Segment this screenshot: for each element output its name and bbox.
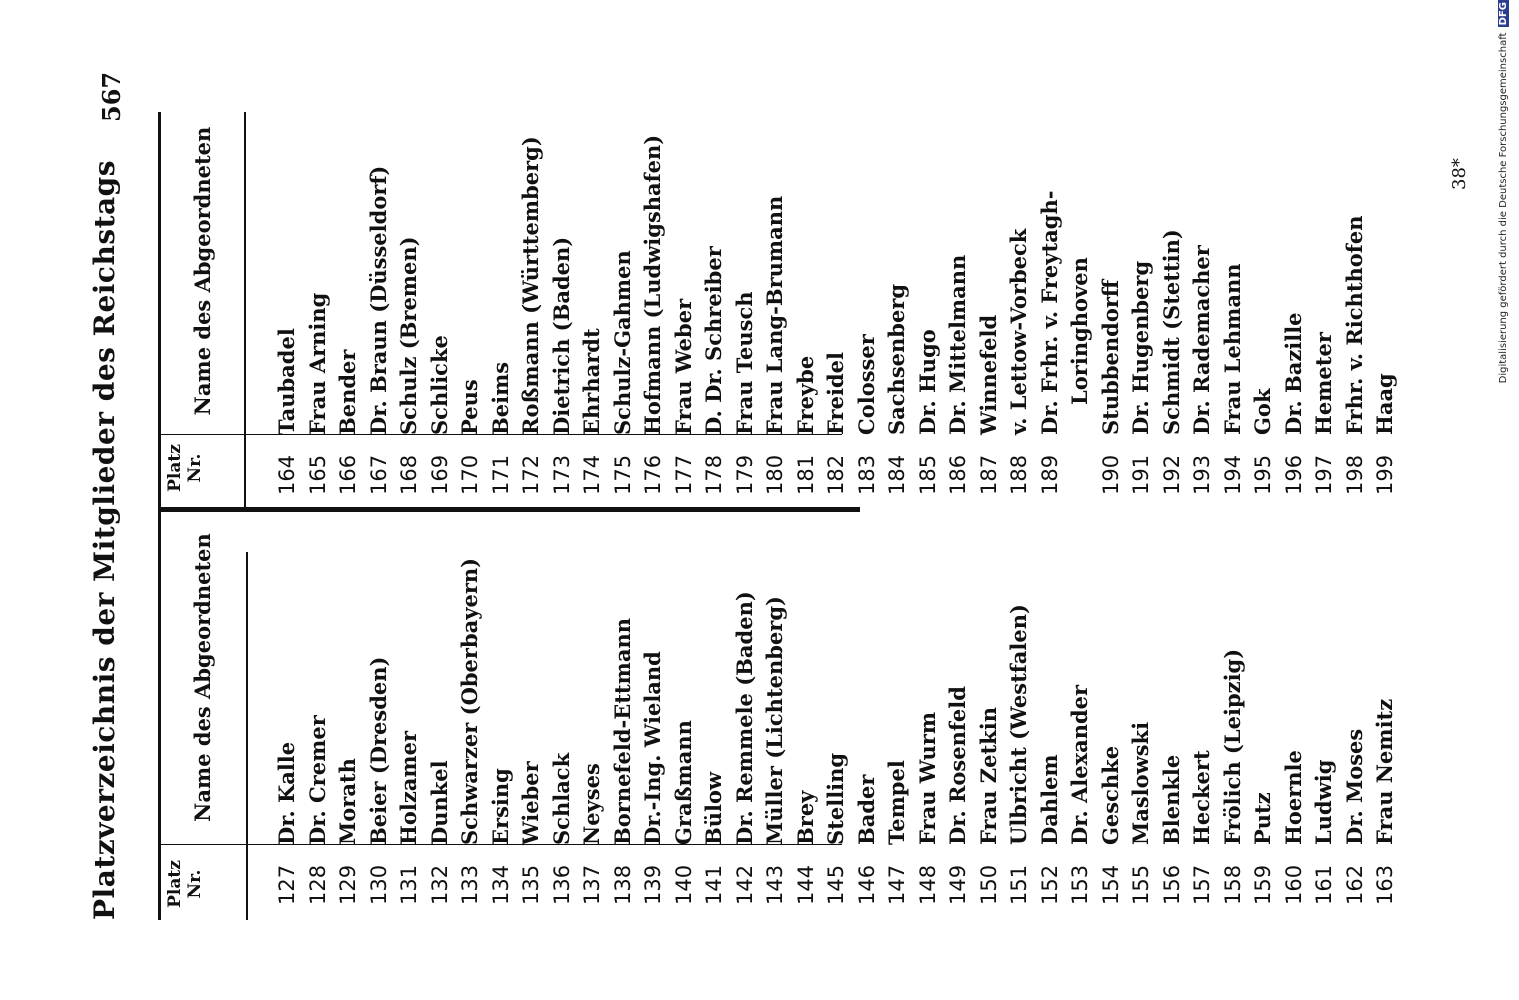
table-row	[699, 135, 730, 495]
table-row	[791, 558, 822, 905]
table-top-rule	[158, 112, 161, 920]
member-name: Hoernle	[1280, 750, 1306, 845]
member-name: Dr. Frhr. v. Freytagh-	[1036, 190, 1062, 435]
seat-number: 146	[854, 864, 879, 905]
table-row	[943, 135, 974, 495]
member-name: Dunkel	[426, 760, 452, 845]
page-title: Platzverzeichnis der Mitglieder des Reichstags	[88, 160, 121, 920]
member-name: Ulbricht (Westfalen)	[1006, 604, 1031, 845]
table-row	[1157, 558, 1188, 905]
table-center-divider	[160, 507, 860, 512]
page-number: 567	[97, 71, 126, 122]
seat-number: 186	[946, 454, 970, 495]
member-name: Dr. Kalle	[274, 741, 299, 845]
member-name: Dr. Rademacher	[1189, 245, 1214, 435]
seat-number: 177	[671, 454, 696, 495]
table-row	[272, 135, 303, 495]
table-row	[1035, 135, 1066, 495]
table-row	[1340, 558, 1371, 905]
table-row	[1157, 135, 1188, 495]
table-row	[516, 135, 547, 495]
seat-number: 155	[1129, 864, 1153, 905]
table-row	[333, 135, 364, 495]
table-row	[272, 558, 303, 905]
table-row	[730, 135, 761, 495]
seat-number: 169	[427, 454, 452, 495]
table-row	[1370, 558, 1401, 905]
header-rule-right	[244, 112, 246, 508]
table-row	[577, 135, 608, 495]
table-row	[577, 558, 608, 905]
seat-number: 147	[885, 864, 909, 905]
member-name: Putz	[1250, 792, 1275, 845]
table-row	[852, 135, 883, 495]
member-name: Dr. Remmele (Baden)	[731, 591, 757, 845]
seat-number: 153	[1068, 864, 1092, 905]
table-row	[638, 135, 669, 495]
seat-number: 175	[610, 454, 635, 495]
member-name: Dr. Cremer	[304, 715, 330, 845]
seat-number: 133	[458, 864, 482, 905]
table-row	[455, 558, 486, 905]
seat-number: 176	[641, 454, 665, 495]
member-name: Dr. Braun (Düsseldorf)	[365, 165, 391, 435]
seat-number: 173	[549, 454, 574, 495]
member-name: Bülow	[701, 771, 726, 845]
member-name: Dr. Hugo	[914, 329, 940, 435]
seat-number: 168	[397, 454, 421, 495]
seat-number: 182	[824, 454, 848, 495]
member-name: Dr. Alexander	[1067, 684, 1092, 845]
member-name: Frau Weber	[670, 298, 696, 435]
member-name: Dr. Mittelmann	[945, 254, 970, 435]
seat-number: 144	[793, 864, 818, 905]
digitization-credit	[1498, 0, 1509, 1000]
member-name: Geschke	[1097, 745, 1123, 845]
table-row	[852, 558, 883, 905]
member-name: Frau Zetkin	[975, 707, 1001, 845]
member-name: Schmidt (Stettin)	[1158, 229, 1184, 435]
member-name: Dahlem	[1036, 754, 1062, 845]
table-row	[303, 558, 334, 905]
member-name: Wieber	[518, 761, 543, 845]
seat-number: 131	[397, 864, 421, 905]
seat-number: 130	[366, 864, 391, 905]
member-name: Bader	[853, 774, 879, 845]
header-name-left: Name des Abgeordneten	[190, 533, 215, 822]
member-name: Dr.-Ing. Wieland	[640, 651, 665, 845]
table-row	[1309, 558, 1340, 905]
seat-number: 172	[519, 454, 543, 495]
member-name: Ehrhardt	[579, 328, 604, 435]
table-row	[1126, 135, 1157, 495]
member-name: Bornefeld-Ettmann	[609, 618, 635, 845]
seat-number: 189	[1037, 454, 1062, 495]
seat-number: 160	[1281, 864, 1306, 905]
dfg-logo: DFG	[1498, 2, 1509, 26]
member-name: Neyses	[579, 763, 604, 845]
table-row	[333, 558, 364, 905]
member-name: Müller (Lichtenberg)	[762, 596, 787, 845]
member-name: Tempel	[884, 760, 909, 845]
seat-number: 127	[275, 864, 299, 905]
member-name: Dr. Moses	[1341, 728, 1367, 845]
member-name: Dietrich (Baden)	[548, 236, 574, 435]
seat-number: 180	[763, 454, 787, 495]
member-name: Ersing	[487, 768, 513, 845]
table-row	[364, 558, 395, 905]
header-plat-left: Platz Nr.	[165, 860, 205, 908]
table-row	[669, 558, 700, 905]
seat-number: 128	[305, 864, 330, 905]
seat-number: 192	[1159, 454, 1184, 495]
member-name: Frau Arning	[304, 292, 330, 435]
table-row	[1096, 558, 1127, 905]
table-row	[882, 558, 913, 905]
table-row	[608, 135, 639, 495]
seat-number: 199	[1373, 454, 1397, 495]
member-name: Holzamer	[396, 730, 421, 845]
member-name: Bender	[335, 349, 360, 435]
member-name: Colosser	[853, 334, 879, 435]
member-name: Frau Lehmann	[1219, 263, 1245, 435]
member-name: Frau Lang-Brumann	[762, 195, 787, 435]
member-name: Dr. Bazille	[1280, 312, 1306, 435]
header-name-right: Name des Abgeordneten	[190, 126, 215, 416]
member-name: Stelling	[823, 752, 848, 845]
seat-number: 152	[1037, 864, 1062, 905]
seat-number: 148	[915, 864, 940, 905]
member-name: Beims	[487, 361, 513, 435]
seat-number: 178	[702, 454, 726, 495]
seat-number: 195	[1251, 454, 1275, 495]
seat-number: 181	[793, 454, 818, 495]
member-name: Stubbendorff	[1097, 279, 1123, 435]
member-name: Sachsenberg	[884, 283, 909, 435]
header-plat-right: Platz Nr.	[165, 444, 205, 492]
table-row	[394, 558, 425, 905]
table-row	[455, 135, 486, 495]
table-row	[364, 135, 395, 495]
table-row	[1309, 135, 1340, 495]
seat-number: 157	[1190, 864, 1214, 905]
member-name: Frau Wurm	[914, 711, 940, 845]
seat-number: 194	[1220, 454, 1245, 495]
member-name: Hemeter	[1311, 332, 1336, 435]
seat-number: 197	[1312, 454, 1336, 495]
table-row	[882, 135, 913, 495]
table-row	[1187, 558, 1218, 905]
table-row	[974, 558, 1005, 905]
table-row	[1096, 135, 1127, 495]
member-name: Winnefeld	[975, 314, 1001, 435]
member-name: Haag	[1372, 373, 1397, 435]
table-row	[669, 135, 700, 495]
seat-number: 151	[1007, 864, 1031, 905]
seat-number: 161	[1312, 864, 1336, 905]
seat-number: 135	[519, 864, 543, 905]
seat-number: 145	[824, 864, 848, 905]
seat-number: 134	[488, 864, 513, 905]
seat-number: 179	[732, 454, 757, 495]
member-name: Freidel	[823, 352, 848, 435]
table-row	[303, 135, 334, 495]
table-row	[1035, 558, 1066, 905]
member-name: Ludwig	[1311, 759, 1336, 845]
table-row	[1218, 135, 1249, 495]
seat-number: 158	[1220, 864, 1245, 905]
table-row	[1126, 558, 1157, 905]
seat-number: 142	[732, 864, 757, 905]
member-name: v. Lettow-Vorbeck	[1006, 228, 1031, 435]
member-name: Blenkle	[1158, 754, 1184, 845]
seat-number: 171	[488, 454, 513, 495]
seat-list-left	[272, 558, 1401, 905]
header-rule-left	[246, 552, 248, 920]
seat-number: 164	[275, 454, 299, 495]
seat-number: 159	[1251, 864, 1275, 905]
table-row	[608, 558, 639, 905]
table-row	[913, 558, 944, 905]
table-row	[425, 135, 456, 495]
seat-number: 132	[427, 864, 452, 905]
table-row	[1340, 135, 1371, 495]
table-row	[1218, 558, 1249, 905]
credit-text: Digitalisierung gefördert durch die Deutsche Forschungsgemeinschaft	[1498, 32, 1509, 384]
table-row	[760, 558, 791, 905]
table-row	[913, 135, 944, 495]
member-name: D. Dr. Schreiber	[701, 246, 726, 435]
seat-number: 188	[1007, 454, 1031, 495]
member-name: Schwarzer (Oberbayern)	[457, 557, 482, 845]
member-name: Schulz (Bremen)	[396, 236, 421, 435]
member-name: Schlicke	[426, 335, 452, 435]
seat-number: 184	[885, 454, 909, 495]
seat-number: 137	[580, 864, 604, 905]
seat-number: 190	[1098, 454, 1123, 495]
seat-number: 167	[366, 454, 391, 495]
member-name: Loringhoven	[1067, 257, 1092, 405]
seat-number: 139	[641, 864, 665, 905]
member-name: Brey	[792, 790, 818, 845]
table-row	[791, 135, 822, 495]
seat-number: 183	[854, 454, 879, 495]
table-row	[1370, 135, 1401, 495]
footnote: 38*	[1449, 158, 1470, 190]
table-row	[699, 558, 730, 905]
seat-number: 143	[763, 864, 787, 905]
member-name: Schlack	[548, 752, 574, 845]
seat-number: 185	[915, 454, 940, 495]
member-name: Graßmann	[670, 720, 696, 845]
member-name: Maslowski	[1128, 721, 1153, 845]
seat-number: 136	[549, 864, 574, 905]
table-row	[974, 135, 1005, 495]
seat-number: 154	[1098, 864, 1123, 905]
seat-number: 141	[702, 864, 726, 905]
seat-number: 138	[610, 864, 635, 905]
seat-number: 170	[458, 454, 482, 495]
seat-number: 187	[976, 454, 1001, 495]
table-row	[486, 135, 517, 495]
member-name: Frau Teusch	[731, 291, 757, 435]
seat-number: 166	[336, 454, 360, 495]
member-name: Beier (Dresden)	[365, 656, 391, 845]
table-row	[1187, 135, 1218, 495]
table-row	[821, 558, 852, 905]
member-name: Roßmann (Württemberg)	[518, 136, 543, 435]
member-name: Freybe	[792, 355, 818, 435]
member-name: Schulz-Gahmen	[609, 250, 635, 435]
table-row	[943, 558, 974, 905]
table-row	[1004, 135, 1035, 495]
member-name: Taubadel	[274, 328, 299, 435]
seat-number: 140	[671, 864, 696, 905]
seat-number: 163	[1373, 864, 1397, 905]
seat-number: 193	[1190, 454, 1214, 495]
member-name: Morath	[335, 758, 360, 845]
table-row	[1004, 558, 1035, 905]
table-row	[486, 558, 517, 905]
table-row	[1065, 135, 1096, 495]
member-name: Frölich (Leipzig)	[1219, 648, 1245, 845]
seat-number: 156	[1159, 864, 1184, 905]
seat-number: 165	[305, 454, 330, 495]
member-name: Frau Nemitz	[1372, 698, 1397, 845]
table-row	[394, 135, 425, 495]
seat-number: 196	[1281, 454, 1306, 495]
seat-number: 129	[336, 864, 360, 905]
table-row	[730, 558, 761, 905]
seat-number: 191	[1129, 454, 1153, 495]
table-row	[1279, 135, 1310, 495]
member-name: Dr. Hugenberg	[1128, 260, 1153, 435]
table-row	[547, 135, 578, 495]
table-row	[1248, 558, 1279, 905]
seat-number: 174	[580, 454, 604, 495]
table-row	[1248, 135, 1279, 495]
seat-number: 162	[1342, 864, 1367, 905]
table-row	[425, 558, 456, 905]
table-row	[821, 135, 852, 495]
table-row	[1279, 558, 1310, 905]
seat-number: 198	[1342, 454, 1367, 495]
member-name: Gok	[1250, 388, 1275, 435]
member-name: Frhr. v. Richthofen	[1341, 215, 1367, 435]
member-name: Heckert	[1189, 750, 1214, 845]
seat-list-right	[272, 135, 1401, 495]
table-row	[547, 558, 578, 905]
member-name: Dr. Rosenfeld	[945, 686, 970, 845]
table-row	[1065, 558, 1096, 905]
table-row	[760, 135, 791, 495]
member-name: Hofmann (Ludwigshafen)	[640, 134, 665, 435]
seat-number: 149	[946, 864, 970, 905]
table-row	[516, 558, 547, 905]
member-name: Peus	[457, 379, 482, 435]
table-row	[638, 558, 669, 905]
seat-number: 150	[976, 864, 1001, 905]
